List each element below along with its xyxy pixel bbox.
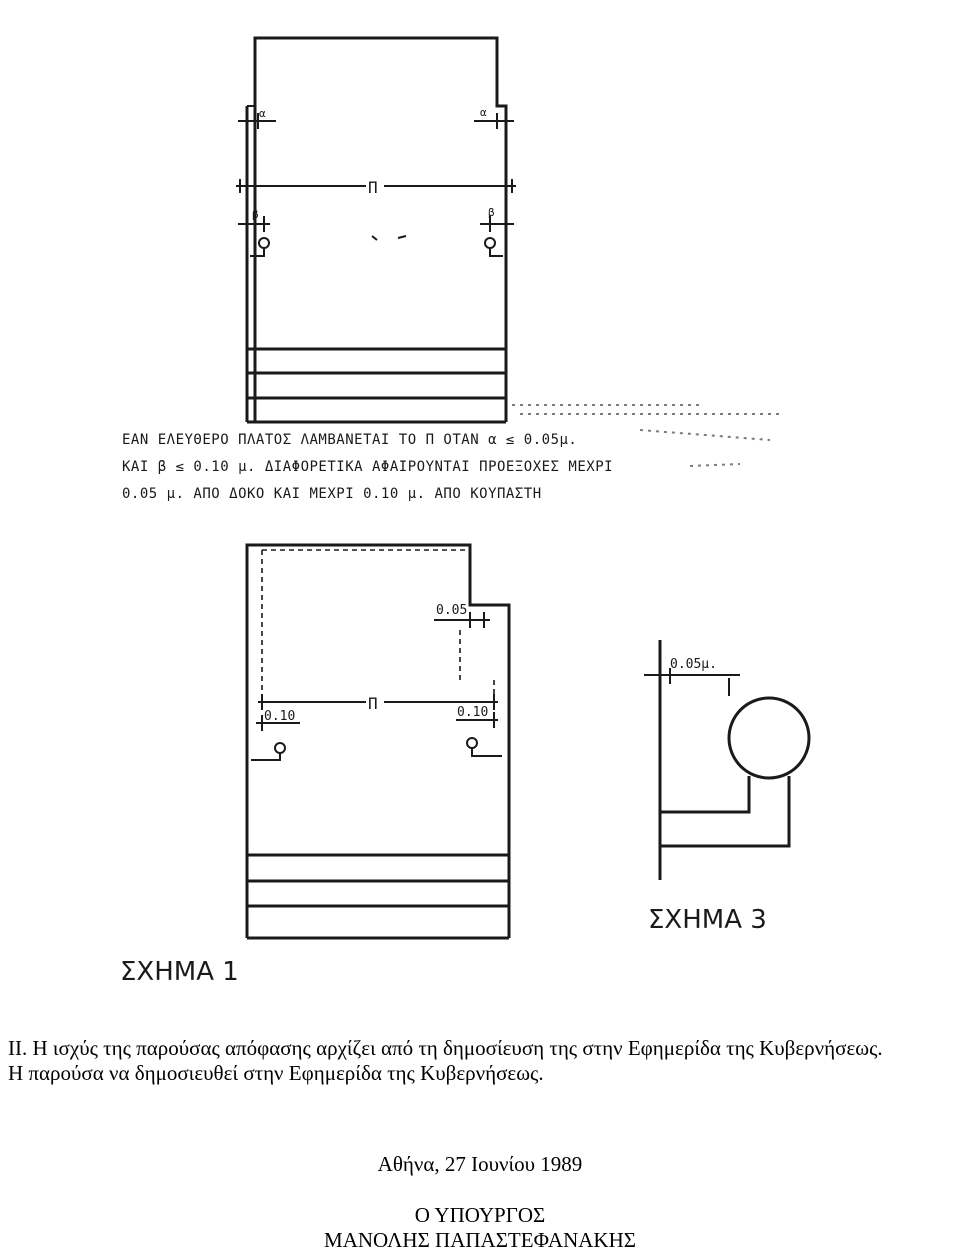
- figure-3-handrail-detail: [644, 640, 809, 880]
- label-alpha-right: α: [480, 106, 487, 119]
- caption-figure-1: ΣΧΗΜΑ 1: [120, 957, 239, 987]
- paragraph-publication: Η παρούσα να δημοσιευθεί στην Εφημερίδα της Κυβερνήσεως.: [8, 1061, 544, 1085]
- label-pi: Π: [368, 178, 378, 197]
- figure-1-bottom-labels: [264, 603, 488, 724]
- signatory-name: ΜΑΝΟΛΗΣ ΠΑΠΑΣΤΕΦΑΝΑΚΗΣ: [324, 1228, 636, 1252]
- decision-text: [8, 1036, 950, 1086]
- fig3-dim: 0.05μ.: [670, 657, 717, 672]
- note-line-1: ΕΑΝ ΕΛΕΥΘΕΡΟ ΠΛΑΤΟΣ ΛΑΜΒΑΝΕΤΑΙ ΤΟ Π ΟΤΑΝ α ≤ 0.05μ.: [122, 432, 578, 448]
- dim-0-10-left: 0.10: [264, 709, 296, 724]
- label-pi-bottom: Π: [368, 694, 378, 713]
- dim-0-05: 0.05: [436, 603, 468, 618]
- drawing-note: [122, 432, 613, 502]
- place-and-date: Αθήνα, 27 Ιουνίου 1989: [377, 1152, 583, 1176]
- signatory-title: Ο ΥΠΟΥΡΓΟΣ: [414, 1203, 546, 1227]
- figure-1-bottom-plan: [247, 545, 509, 938]
- figure-1-top-labels: [252, 106, 495, 221]
- note-line-2: ΚΑΙ β ≤ 0.10 μ. ΔΙΑΦΟΡΕΤΙΚΑ ΑΦΑΙΡΟΥΝΤΑΙ ΠΡΟΕΞΟΧΕΣ ΜΕΧΡΙ: [122, 459, 614, 475]
- label-beta-right: β: [488, 206, 495, 219]
- caption-figure-3: ΣΧΗΜΑ 3: [648, 905, 767, 935]
- note-line-3: 0.05 μ. ΑΠΟ ΔΟΚΟ ΚΑΙ ΜΕΧΡΙ 0.10 μ. ΑΠΟ ΚΟΥΠΑΣΤΗ: [122, 486, 542, 502]
- label-alpha-left: α: [259, 107, 266, 120]
- dim-0-10-right: 0.10: [457, 705, 489, 720]
- label-beta-left: β: [252, 208, 259, 221]
- paragraph-effective-date: ΙΙ. Η ισχύς της παρούσας απόφασης αρχίζει από τη δημοσίευση της στην Εφημερίδα της Κυβερνήσεως.: [8, 1036, 883, 1060]
- figure-1-top-plan: [236, 38, 516, 422]
